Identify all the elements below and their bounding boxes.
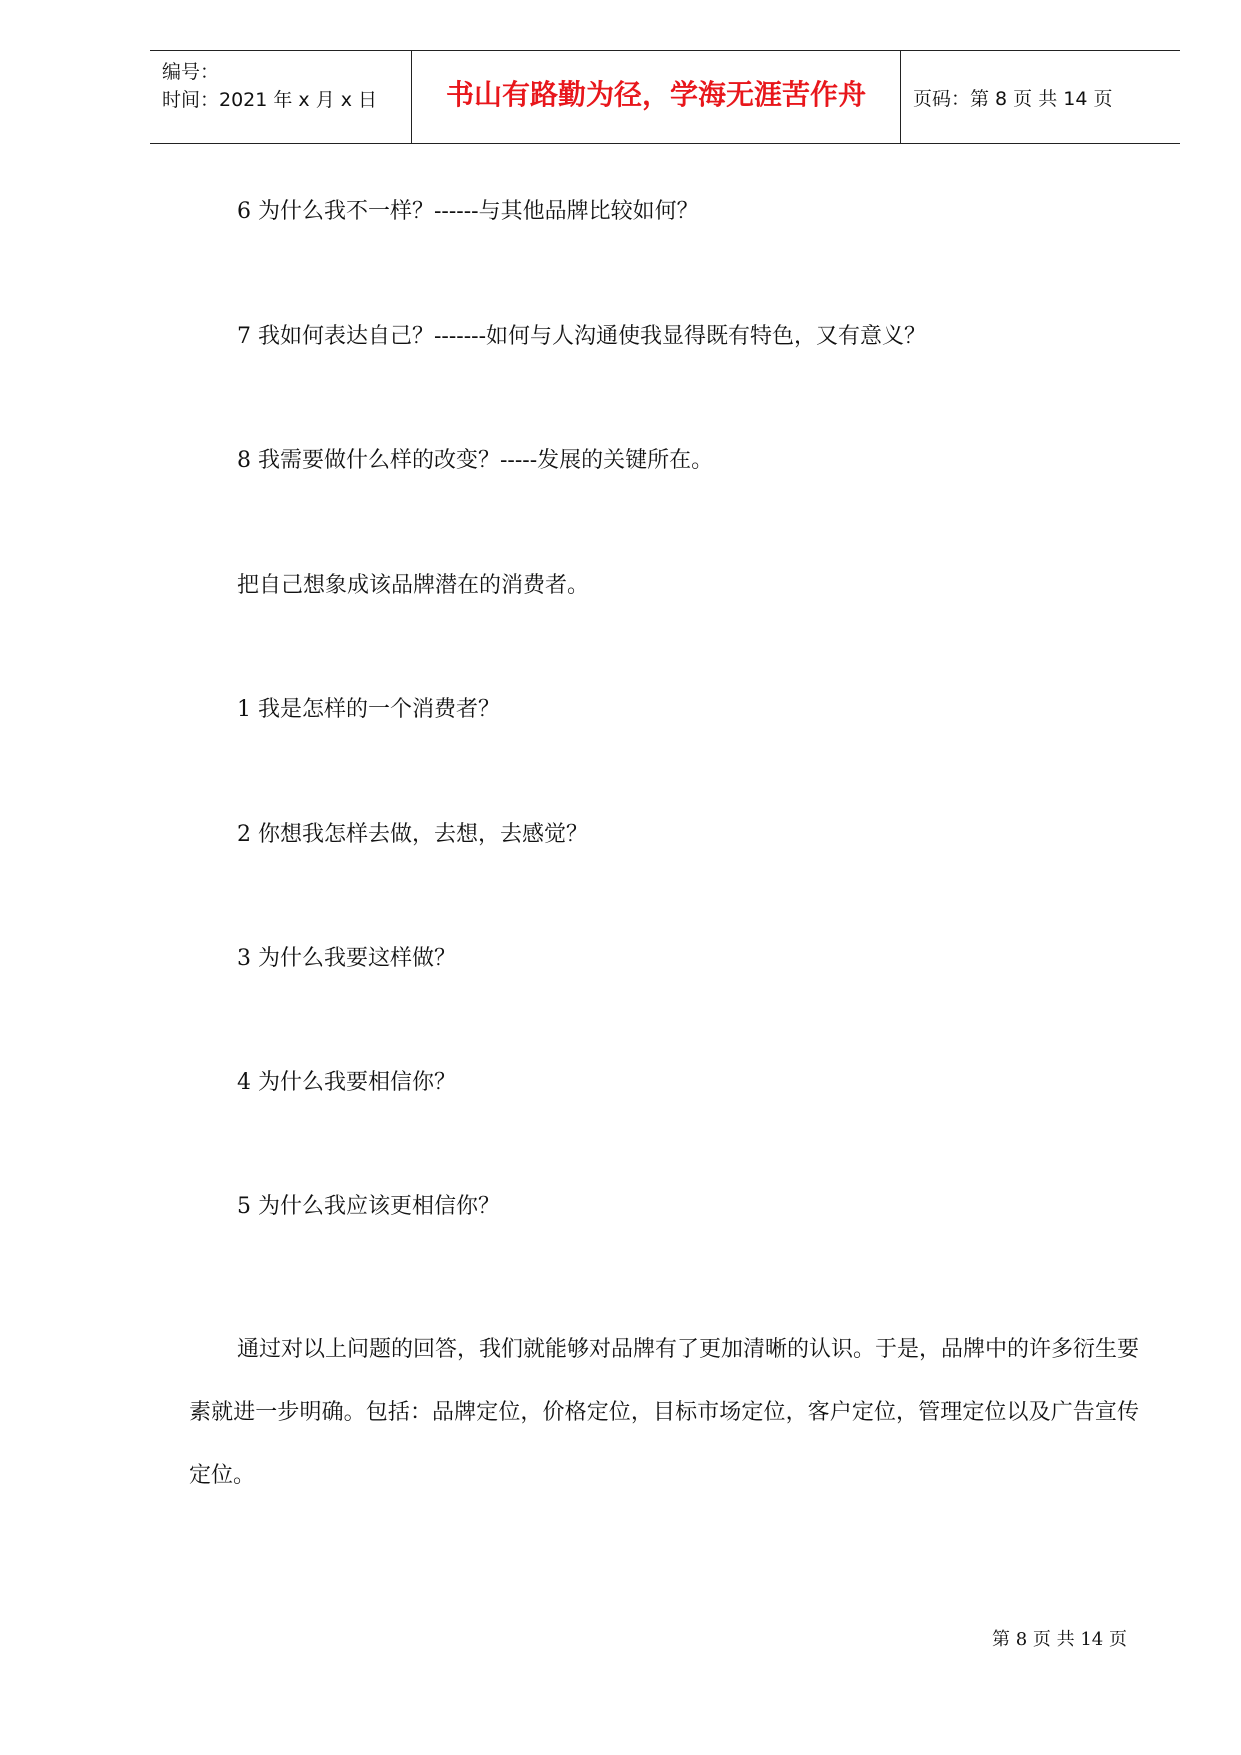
- header-right-cell: [901, 51, 1180, 143]
- summary-paragraph: 通过对以上问题的回答，我们就能够对品牌有了更加清晰的认识。于是，品牌中的许多衍生要素就进一步明确。包括：品牌定位，价格定位，目标市场定位，客户定位，管理定位以及广告宣传定位。: [189, 1337, 1140, 1488]
- document-time-label: 时间：2021 年 x 月 x 日: [162, 89, 378, 111]
- consumer-question-1: 1 我是怎样的一个消费者？: [237, 697, 500, 722]
- header-middle-cell: [412, 51, 901, 143]
- header-left-cell: [150, 51, 412, 143]
- consumer-question-4: 4 为什么我要相信你？: [237, 1070, 456, 1095]
- consumer-question-2: 2 你想我怎样去做，去想，去感觉？: [237, 822, 588, 847]
- question-line-7: 7 我如何表达自己？-------如何与人沟通使我显得既有特色，又有意义？: [237, 324, 927, 349]
- header-motto: 书山有路勤为径，学海无涯苦作舟: [445, 78, 866, 111]
- document-number-label: 编号：: [162, 61, 220, 83]
- question-line-6: 6 为什么我不一样？------与其他品牌比较如何？: [237, 199, 699, 224]
- header-page-label: 页码：第 8 页 共 14 页: [913, 88, 1113, 110]
- consumer-intro-line: 把自己想象成该品牌潜在的消费者。: [237, 573, 590, 598]
- consumer-question-5: 5 为什么我应该更相信你？: [237, 1194, 500, 1219]
- document-header: [150, 50, 1180, 144]
- page-footer: 第 8 页 共 14 页: [992, 1629, 1127, 1650]
- consumer-question-3: 3 为什么我要这样做？: [237, 946, 456, 971]
- question-line-8: 8 我需要做什么样的改变？-----发展的关键所在。: [237, 448, 714, 473]
